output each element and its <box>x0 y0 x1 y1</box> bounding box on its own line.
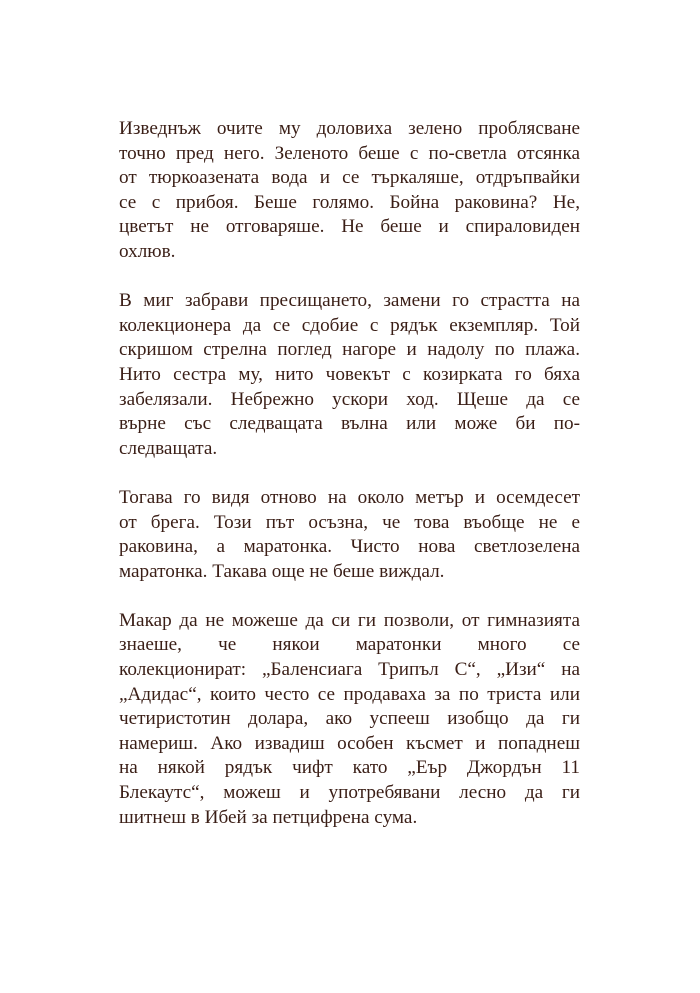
text-line: раковина, а маратонка. Чисто нова светлозелена <box>119 536 580 558</box>
text-line: забелязали. Небрежно ускори ход. Щеше да се <box>119 388 580 410</box>
text-line: върне със следващата вълна или може би по- <box>119 413 580 435</box>
text-line: охлюв. <box>119 240 176 262</box>
text-line: се с прибоя. Беше голямо. Бойна раковина? Не, <box>119 191 580 213</box>
paragraph-2 <box>119 289 580 461</box>
text-line: Макар да не можеше да си ги позволи, от гимназията <box>119 609 580 631</box>
paragraph-1 <box>119 117 580 265</box>
text-line: Тогава го видя отново на около метър и осемдесет <box>119 486 580 508</box>
text-line: Блекаутс“, можеш и употребявани лесно да ги <box>119 782 580 804</box>
text-line: знаеше, че някои маратонки много се <box>119 634 580 656</box>
text-line: Изведнъж очите му доловиха зелено проблясване <box>119 118 580 139</box>
text-line: „Адидас“, които често се продаваха за по триста или <box>119 683 580 705</box>
text-line: колекционера да се сдобие с рядък екземпляр. Той <box>119 314 580 336</box>
text-line: на някой рядък чифт като „Еър Джордън 11 <box>119 757 580 779</box>
text-line: от брега. Този път осъзна, че това въобще не е <box>119 511 580 533</box>
body-text <box>119 117 580 855</box>
text-line: от тюркоазената вода и се търкаляше, отдръпвайки <box>119 167 580 189</box>
text-line: цветът не отговаряше. Не беше и спираловиден <box>119 216 580 238</box>
paragraph-4 <box>119 609 580 830</box>
text-line: четиристотин долара, ако успееш изобщо да ги <box>119 708 580 730</box>
text-line: В миг забрави пресищането, замени го страстта на <box>119 290 580 312</box>
text-line: шитнеш в Ибей за петцифрена сума. <box>119 806 418 828</box>
text-line: следващата. <box>119 437 218 459</box>
text-line: скришом стрелна поглед нагоре и надолу по плажа. <box>119 339 580 361</box>
text-line: колекционират: „Баленсиага Трипъл С“, „Изи“ на <box>119 659 580 681</box>
text-line: Нито сестра му, нито човекът с козирката го бяха <box>119 363 580 385</box>
text-line: точно пред него. Зеленото беше с по-светла отсянка <box>119 142 580 164</box>
paragraph-3 <box>119 486 580 584</box>
text-line: маратонка. Такава още не беше виждал. <box>119 560 445 582</box>
text-line: намериш. Ако извадиш особен късмет и попаднеш <box>119 732 580 754</box>
